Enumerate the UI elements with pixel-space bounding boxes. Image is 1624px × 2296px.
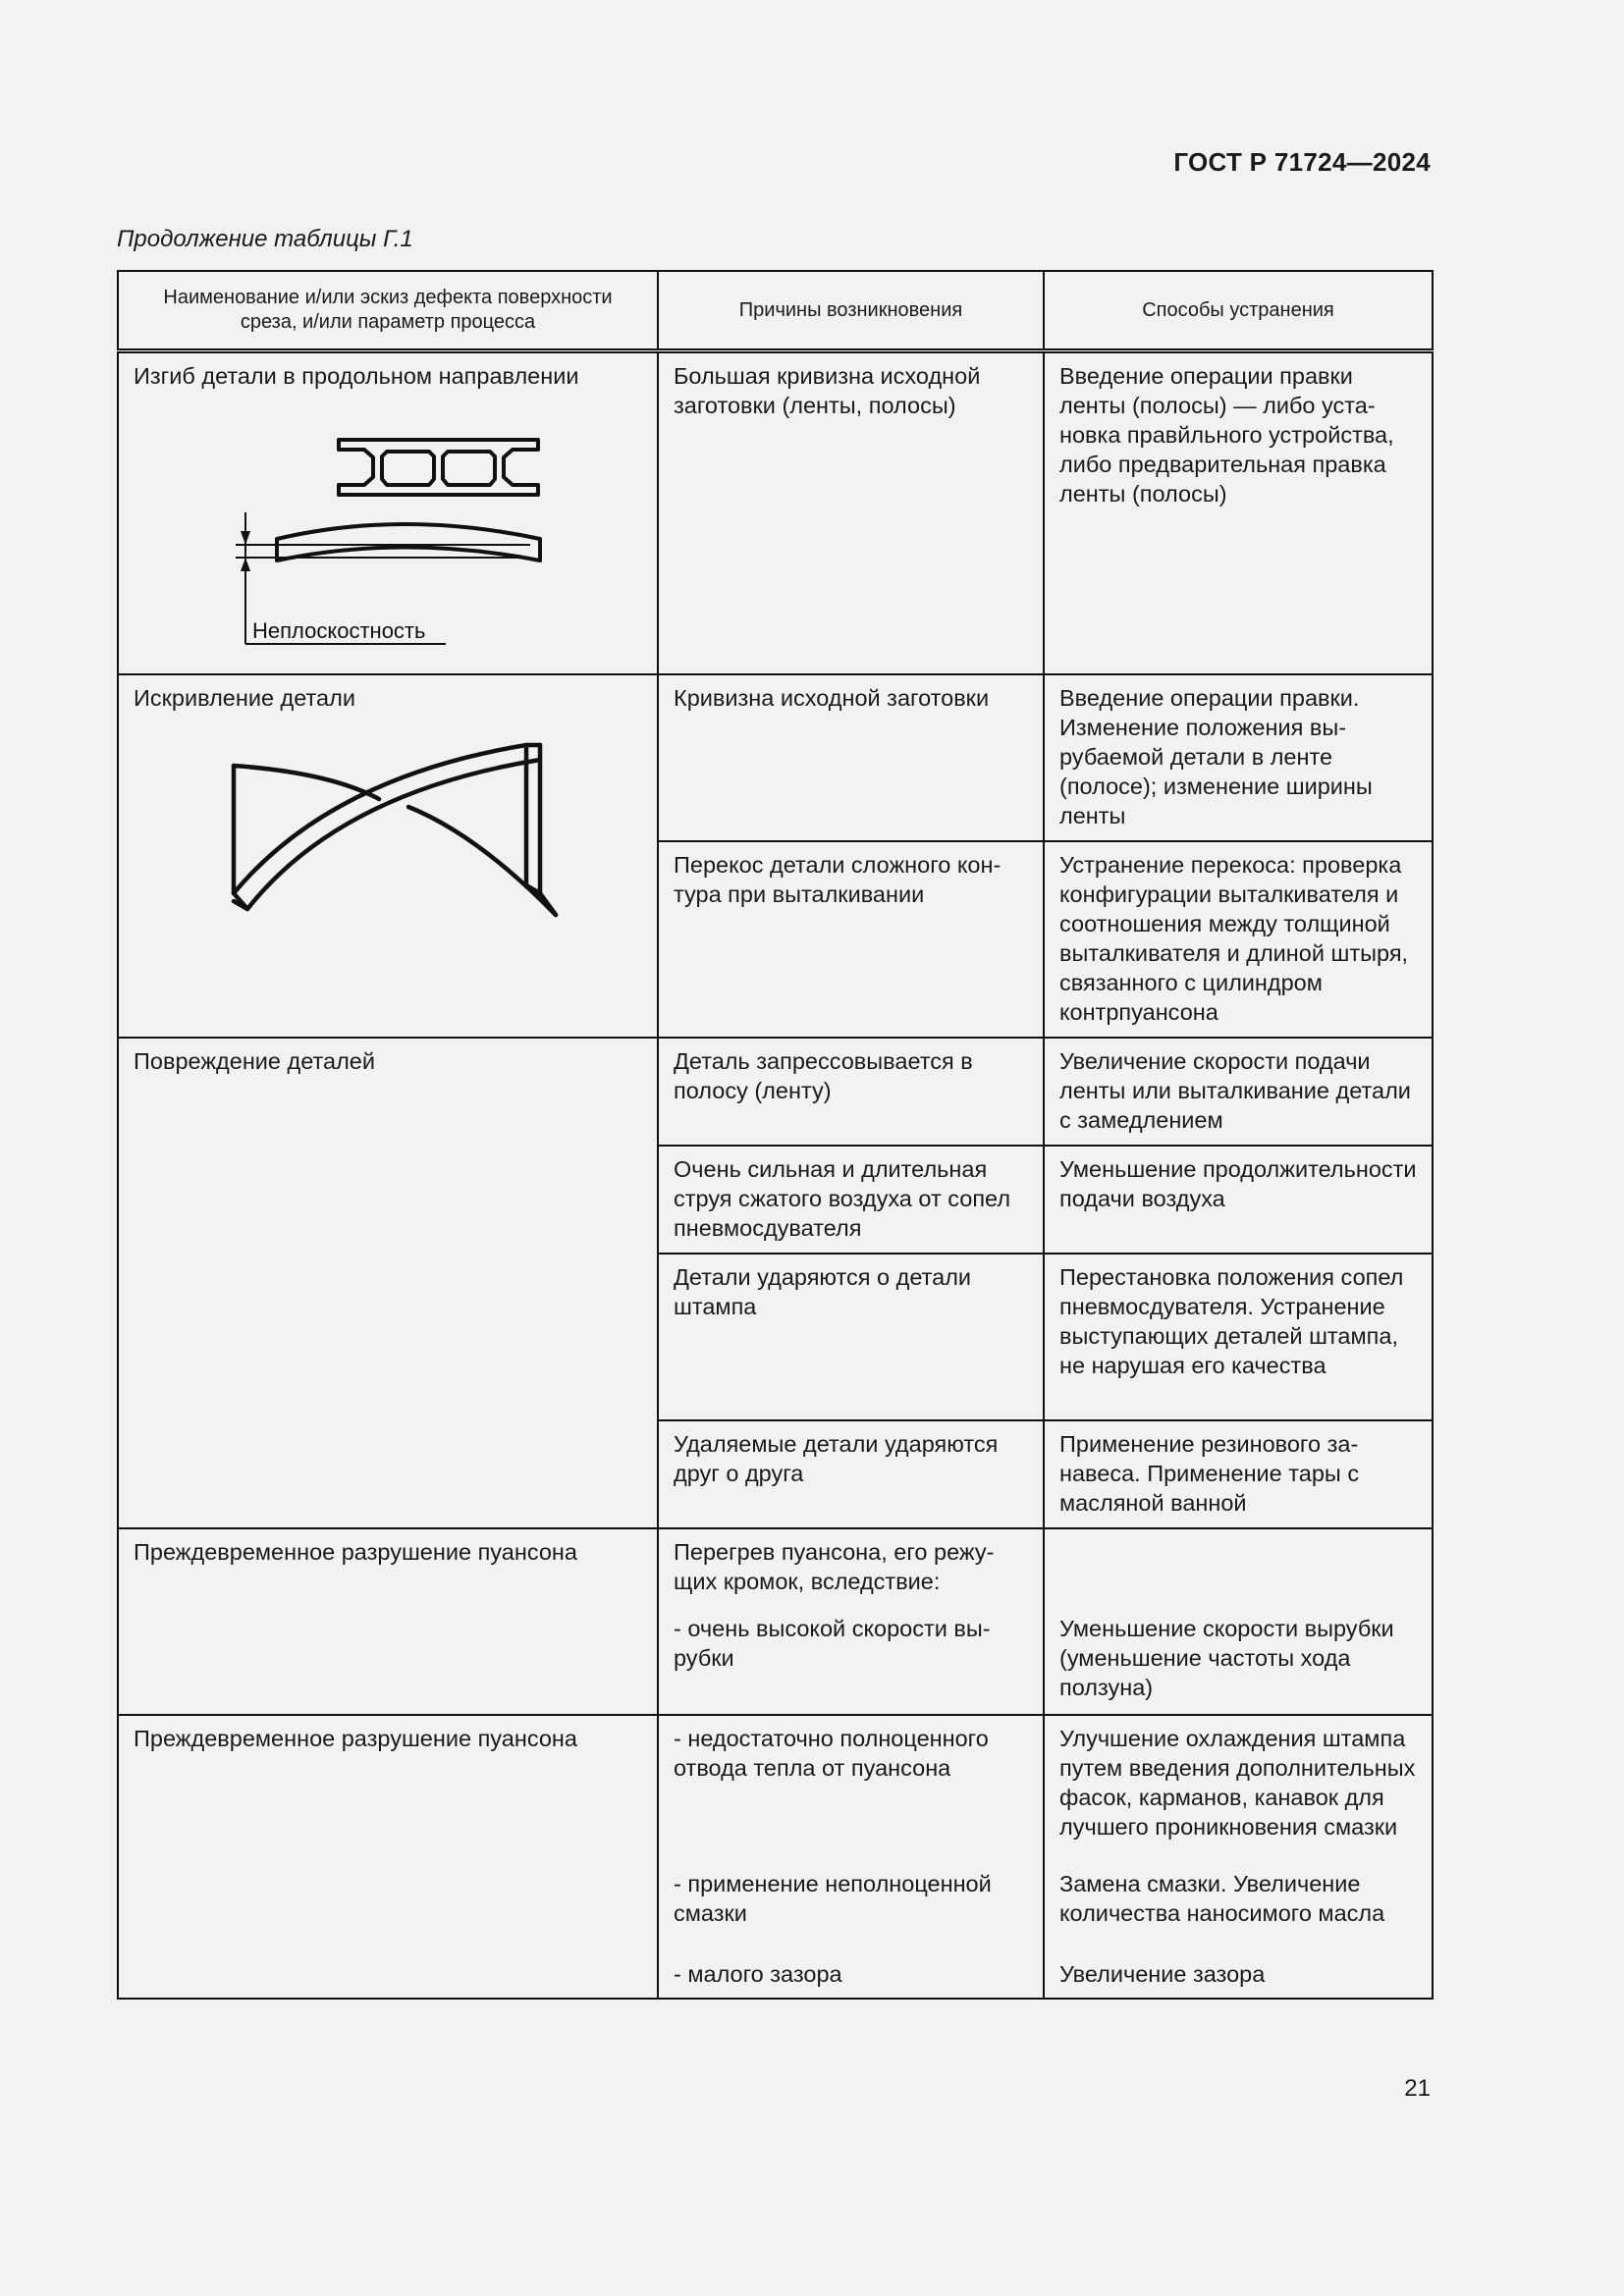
remedy-cell: Уменьшение продолжительности подачи воздуха (1044, 1146, 1433, 1254)
table-header-row (118, 271, 1433, 351)
cause-intro: Перегрев пуансона, его режущих кромок, вследствие: (674, 1538, 995, 1594)
defect-cell (118, 351, 658, 674)
cause-cell: Большая кривизна исходной заготовки (ленты, полосы) (658, 351, 1044, 674)
cause-cell: - недостаточно полноценного отвода тепла от пуансона (658, 1715, 1044, 1869)
remedy-cell: Увеличение зазора (1044, 1959, 1433, 1999)
remedy-cell: Введение операции правки. Изменение положения вырубаемой детали в ленте (полосе); изменение ширины ленты (1044, 674, 1433, 841)
column-header-defect: Наименование и/или эскиз дефекта поверхности среза, и/или параметр процесса (118, 271, 658, 351)
remedy-cell: Введение операции правки ленты (полосы) — либо установка правйльного устройства, либо предварительная правка ленты (полосы) (1044, 351, 1433, 674)
document-code: ГОСТ Р 71724—2024 (1173, 147, 1431, 177)
cause-cell: - применение неполноценной смазки (658, 1869, 1044, 1959)
table-caption: Продолжение таблицы Г.1 (117, 226, 413, 252)
remedy-cell: Улучшение охлаждения штампа путем введения дополнительных фасок, карманов, канавок для лучшего проникновения смазки (1044, 1715, 1433, 1869)
cause-cell: Очень сильная и длительная струя сжатого воздуха от сопел пневмосдувателя (658, 1146, 1044, 1254)
defect-name: Изгиб детали в продольном направлении (134, 363, 579, 389)
remedy-cell: Применение резинового занавеса. Применение тары с масляной ванной (1044, 1420, 1433, 1528)
cause-cell: Детали ударяются о детали штампа (658, 1254, 1044, 1420)
cause-cell: - малого зазора (658, 1959, 1044, 1999)
defect-cell: Преждевременное разрушение пуансона (118, 1528, 658, 1715)
cause-cell: Деталь запрессовывается в полосу (ленту) (658, 1038, 1044, 1146)
cause-cell: Кривизна исходной заготовки (658, 674, 1044, 841)
remedy-cell: Замена смазки. Увеличение количества наносимого масла (1044, 1869, 1433, 1959)
remedy-cell: Устранение перекоса: проверка конфигурации выталкивателя и соотношения между толщиной выталкивателя и длиной штыря, связанного с цилиндром контрпуансона (1044, 841, 1433, 1038)
cause-cell: Удаляемые детали ударяются друг о друга (658, 1420, 1044, 1528)
table-row (118, 674, 1433, 841)
table-row (118, 1715, 1433, 1869)
remedy-cell: Перестановка положения сопел пневмосдувателя. Устранение выступающих деталей штампа, не нарушая его качества (1044, 1254, 1433, 1420)
figure-label: Неплоскостность (252, 618, 426, 643)
column-header-remedies: Способы устранения (1044, 271, 1433, 351)
table-row (118, 351, 1433, 674)
cause-cell (658, 1528, 1044, 1715)
table-row (118, 1038, 1433, 1146)
defect-cell: Повреждение деталей (118, 1038, 658, 1528)
curvature-sketch-icon (134, 719, 644, 934)
remedy-cell (1044, 1528, 1433, 1715)
remedy-cell: Увеличение скорости подачи ленты или выталкивание детали с замедлением (1044, 1038, 1433, 1146)
cause-cell: Перекос детали сложного контура при выталкивании (658, 841, 1044, 1038)
cause-item: - очень высокой скорости вырубки (674, 1615, 991, 1671)
defect-cell (118, 674, 658, 1038)
column-header-causes: Причины возникновения (658, 271, 1044, 351)
page-number: 21 (1404, 2075, 1431, 2102)
defect-name: Искривление детали (134, 684, 355, 711)
defects-table (117, 270, 1434, 2000)
table-row (118, 1528, 1433, 1715)
remedy-item: Уменьшение скорости вырубки (уменьшение частоты хода ползуна) (1059, 1615, 1394, 1700)
defect-cell: Преждевременное разрушение пуансона (118, 1715, 658, 1999)
bending-sketch-icon (134, 397, 644, 662)
